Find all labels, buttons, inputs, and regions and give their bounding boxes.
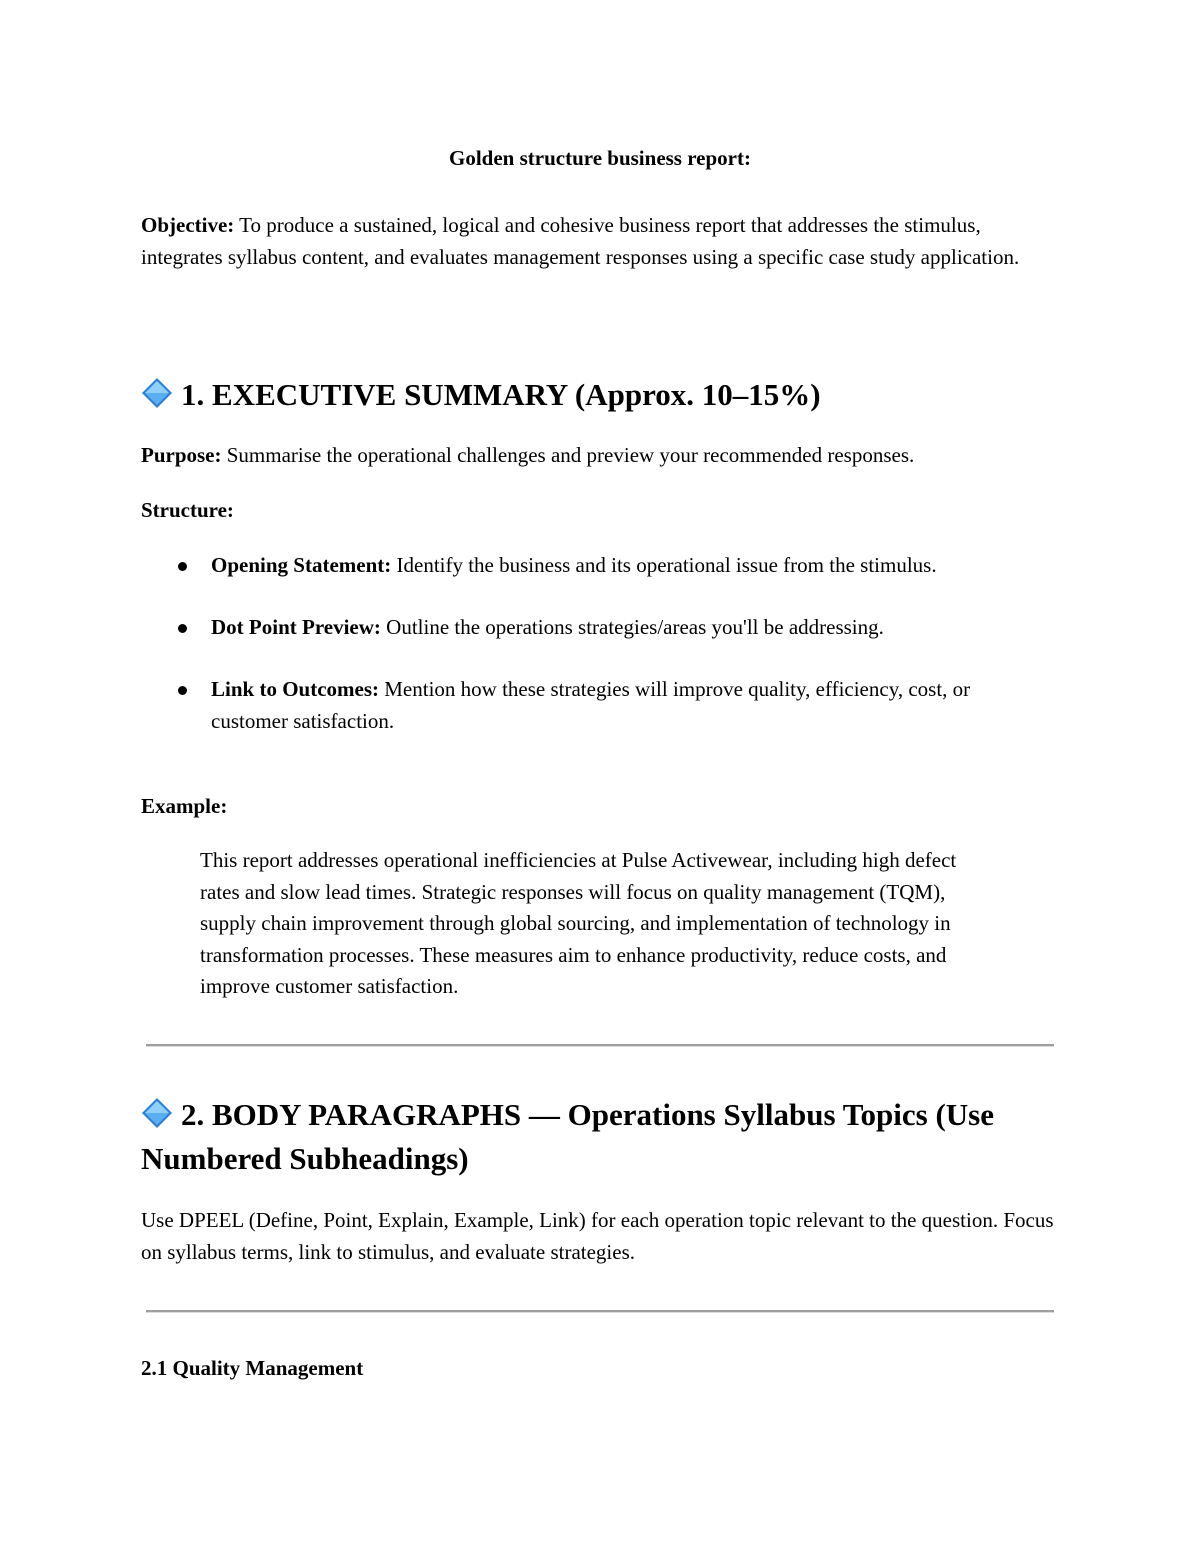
section-1-heading-text: 1. EXECUTIVE SUMMARY (Approx. 10–15%) — [181, 377, 821, 412]
list-item — [211, 550, 1051, 582]
objective-paragraph — [141, 210, 1061, 273]
purpose-paragraph — [141, 440, 1061, 472]
subheading-quality-management: 2.1 Quality Management — [141, 1356, 364, 1380]
list-item — [211, 612, 1051, 644]
bullet-text: Mention how these strategies will improve quality, efficiency, cost, or customer satisfaction. — [211, 677, 971, 733]
horizontal-divider — [146, 1044, 1054, 1047]
bullet-dot-icon — [178, 624, 187, 633]
example-paragraph: This report addresses operational inefficiencies at Pulse Activewear, including high defect rates and slow lead times. Strategic responses will focus on quality management (TQM), supply chain improvement through global sourcing, and implementation of technology in transformation processes. These measures aim to enhance productivity, reduce costs, and improve customer satisfaction. — [200, 848, 957, 998]
example-label: Example: — [141, 794, 228, 818]
horizontal-divider — [146, 1310, 1054, 1313]
bullet-text: Outline the operations strategies/areas you'll be addressing. — [380, 615, 884, 639]
bullet-label: Link to Outcomes: — [211, 677, 379, 701]
purpose-label: Purpose: — [141, 443, 222, 467]
bullet-label: Dot Point Preview: — [211, 615, 381, 639]
body-intro-paragraph: Use DPEEL (Define, Point, Explain, Example, Link) for each operation topic relevant to the question. Focus on syllabus terms, link to stimulus, and evaluate strategies. — [141, 1208, 1054, 1264]
section-1-heading — [141, 373, 1041, 417]
blue-diamond-icon — [141, 1097, 173, 1129]
blue-diamond-icon — [141, 377, 173, 409]
bullet-label: Opening Statement: — [211, 553, 392, 577]
structure-label: Structure: — [141, 498, 234, 522]
objective-label: Objective: — [141, 213, 235, 237]
bullet-dot-icon — [178, 686, 187, 695]
section-2-heading-text: 2. BODY PARAGRAPHS — Operations Syllabus Topics (Use Numbered Subheadings) — [141, 1097, 994, 1176]
bullet-text: Identify the business and its operational issue from the stimulus. — [391, 553, 937, 577]
list-item — [211, 674, 1051, 737]
document-title: Golden structure business report: — [449, 146, 751, 170]
section-2-heading — [141, 1093, 1041, 1181]
purpose-text: Summarise the operational challenges and preview your recommended responses. — [221, 443, 915, 467]
objective-text: To produce a sustained, logical and cohesive business report that addresses the stimulus, integrates syllabus content, and evaluates management responses using a specific case study application. — [141, 213, 1020, 269]
bullet-dot-icon — [178, 562, 187, 571]
